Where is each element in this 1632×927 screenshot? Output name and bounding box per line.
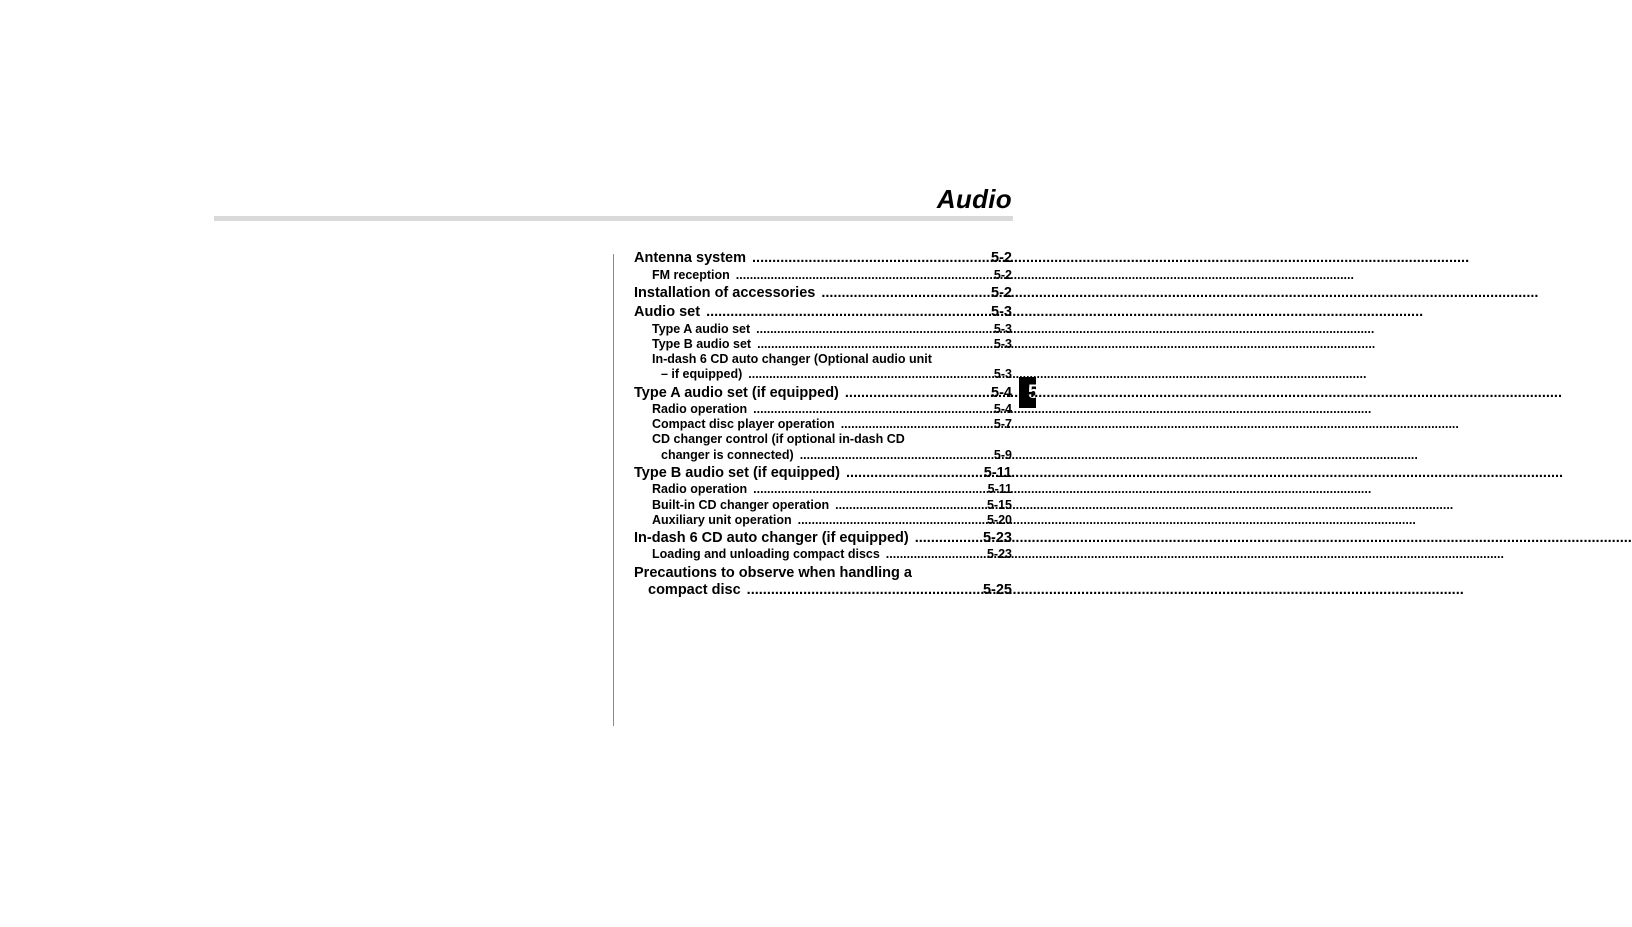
- dot-leader: [841, 417, 1459, 432]
- toc-entry-page: 5-3: [993, 336, 1012, 351]
- toc-entry-page: 5-23: [986, 547, 1012, 562]
- toc-entry-label: Installation of accessories: [634, 284, 816, 301]
- toc-entry-page: 5-7: [993, 417, 1012, 432]
- toc-entry-label: – if equipped): [661, 367, 743, 382]
- toc-entry-page: 5-3: [991, 304, 1012, 321]
- toc-entry: [634, 337, 1012, 352]
- dot-leader: [752, 250, 1469, 268]
- dot-leader: [753, 402, 1371, 417]
- dot-leader: [736, 268, 1354, 283]
- dot-leader: [846, 465, 1563, 483]
- toc-entry-page: 5-2: [991, 284, 1012, 301]
- toc-entry-page: 5-20: [986, 512, 1012, 527]
- toc-entry-page: 5-11: [987, 482, 1012, 497]
- toc-entry-label: Radio operation: [652, 402, 748, 417]
- toc-entry: [634, 268, 1012, 283]
- toc-entry: [634, 498, 1012, 513]
- toc-entry: [634, 285, 1012, 303]
- toc-entry: [634, 513, 1012, 528]
- toc-entry-label: Audio set: [634, 304, 701, 321]
- toc-entry-label: CD changer control (if optional in-dash CD: [652, 432, 905, 447]
- toc-entry-page: 5-2: [993, 267, 1012, 282]
- dot-leader: [821, 285, 1538, 303]
- toc-entry: [634, 465, 1012, 483]
- toc-entry-page: 5-23: [982, 529, 1012, 546]
- toc-entry-label: compact disc: [648, 582, 741, 599]
- toc-entry-page: 5-25: [982, 582, 1012, 599]
- toc-entry-page: 5-3: [993, 367, 1012, 382]
- toc-entry-label: Compact disc player operation: [652, 417, 835, 432]
- toc-entry-label: FM reception: [652, 267, 730, 282]
- dot-leader: [915, 530, 1632, 548]
- dot-leader: [706, 304, 1423, 322]
- toc-entry-page: 5-3: [993, 321, 1012, 336]
- page-title: Audio: [936, 184, 1012, 214]
- toc-entry: [634, 417, 1012, 432]
- toc-entry-label: Loading and unloading compact discs: [652, 547, 880, 562]
- column-divider: [613, 254, 614, 726]
- toc-entry: [634, 547, 1012, 562]
- dot-leader: [747, 582, 1464, 600]
- toc-entry-page: 5-9: [993, 447, 1012, 462]
- toc-entry: [634, 352, 1012, 382]
- toc-entry-page: 5-15: [986, 497, 1012, 512]
- dot-leader: [886, 547, 1504, 562]
- toc-entry-label: In-dash 6 CD auto changer (Optional audio unit: [652, 352, 932, 367]
- toc-entry: [634, 250, 1012, 268]
- toc-entry: [634, 304, 1012, 322]
- toc-entry-page: 5-11: [983, 464, 1012, 481]
- toc-entry-page: 5-2: [991, 250, 1012, 266]
- toc-entry-label: Radio operation: [652, 482, 748, 497]
- toc-entry: [634, 432, 1012, 462]
- toc-entry-label: Type B audio set (if equipped): [634, 464, 840, 481]
- toc-entry: [634, 565, 1012, 600]
- dot-leader: [845, 385, 1562, 403]
- toc-entry: [634, 482, 1012, 497]
- title-divider: [214, 216, 1013, 221]
- toc-entry-label: Type A audio set: [652, 321, 751, 336]
- toc-entry-label: Auxiliary unit operation: [652, 512, 792, 527]
- toc-entry-page: 5-4: [993, 402, 1012, 417]
- dot-leader: [753, 482, 1371, 497]
- toc-entry-page: 5-4: [991, 384, 1012, 401]
- dot-leader: [835, 498, 1453, 513]
- toc-entry: [634, 402, 1012, 417]
- table-of-contents: [634, 250, 1012, 600]
- dot-leader: [798, 513, 1416, 528]
- toc-entry-label: Built-in CD changer operation: [652, 497, 830, 512]
- toc-entry: [634, 530, 1012, 548]
- toc-entry: [634, 322, 1012, 337]
- chapter-tab: 5: [1019, 377, 1036, 408]
- toc-entry-label: changer is connected): [661, 447, 794, 462]
- toc-entry-label: In-dash 6 CD auto changer (if equipped): [634, 529, 909, 546]
- dot-leader: [756, 322, 1374, 337]
- dot-leader: [748, 367, 1366, 382]
- dot-leader: [800, 448, 1418, 463]
- dot-leader: [757, 337, 1375, 352]
- toc-entry: [634, 385, 1012, 403]
- toc-entry-label: Antenna system: [634, 250, 747, 266]
- toc-entry-label: Type B audio set: [652, 336, 752, 351]
- toc-entry-label: Precautions to observe when handling a: [634, 564, 912, 581]
- toc-entry-label: Type A audio set (if equipped): [634, 384, 839, 401]
